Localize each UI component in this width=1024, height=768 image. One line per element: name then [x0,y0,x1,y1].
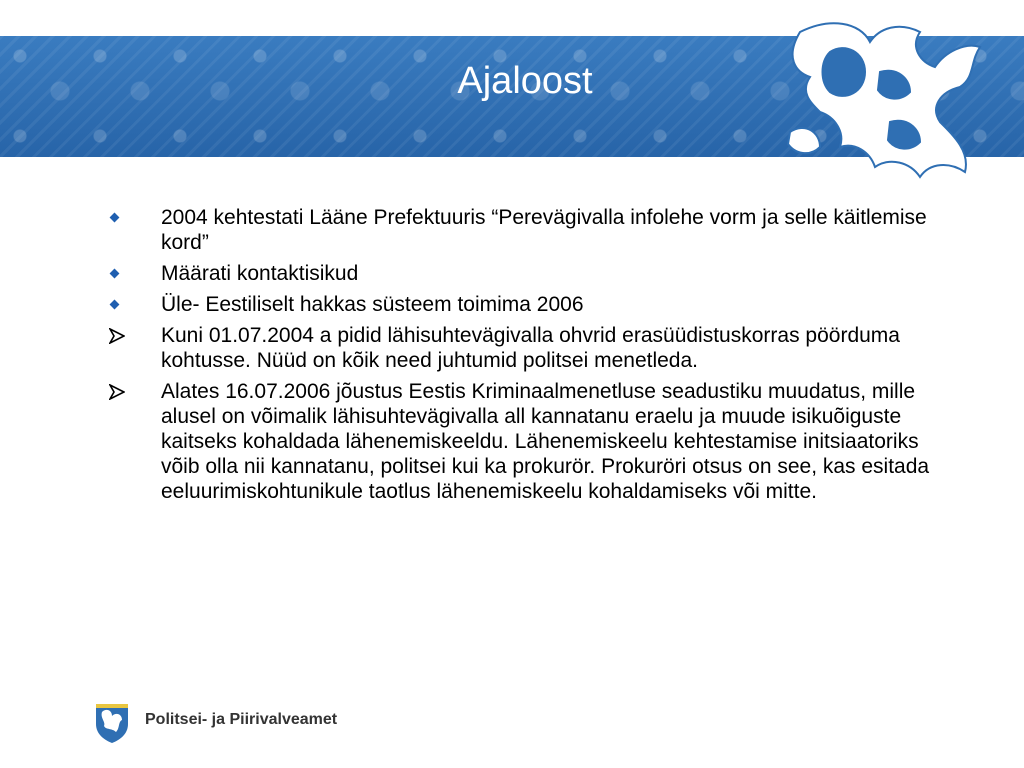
list-item [106,292,946,317]
arrow-icon [106,379,136,404]
lion-emblem-icon [770,12,990,192]
slide-title: Ajaloost [457,60,593,102]
police-logo-icon [94,702,130,744]
list-item [106,261,946,286]
list-item [106,379,946,504]
arrow-icon [106,323,136,348]
bullet-text: 2004 kehtestati Lääne Prefektuuris “Perevägivalla infolehe vorm ja selle käitlemise kord” [161,206,927,254]
list-item [106,205,946,255]
bullet-list [106,205,946,510]
bullet-text: Alates 16.07.2006 jõustus Eestis Kriminaalmenetluse seadustiku muudatus, mille alusel on võimalik lähisuhtevägivalla all kannatanu eraelu ja muude isikuõiguste kaitseks kohaldada lähenemiskeeldu. Lähenemiskeelu kehtestamise initsiaatoriks võib olla nii kannatanu, politsei kui ka prokurör. Prokuröri otsus on see, kas esitada eeluurimiskohtunikule taotlus lähenemiskeelu kohaldamiseks või mitte. [161,380,930,503]
list-item [106,323,946,373]
diamond-icon [106,205,136,230]
diamond-icon [106,292,136,317]
diamond-icon [106,261,136,286]
bullet-text: Kuni 01.07.2004 a pidid lähisuhtevägivalla ohvrid erasüüdistuskorras pöörduma kohtusse. Nüüd on kõik need juhtumid politsei menetleda. [161,324,900,372]
organization-name: Politsei- ja Piirivalveamet [145,711,338,728]
bullet-text: Määrati kontaktisikud [161,262,359,285]
bullet-text: Üle- Eestiliselt hakkas süsteem toimima 2006 [161,293,584,316]
